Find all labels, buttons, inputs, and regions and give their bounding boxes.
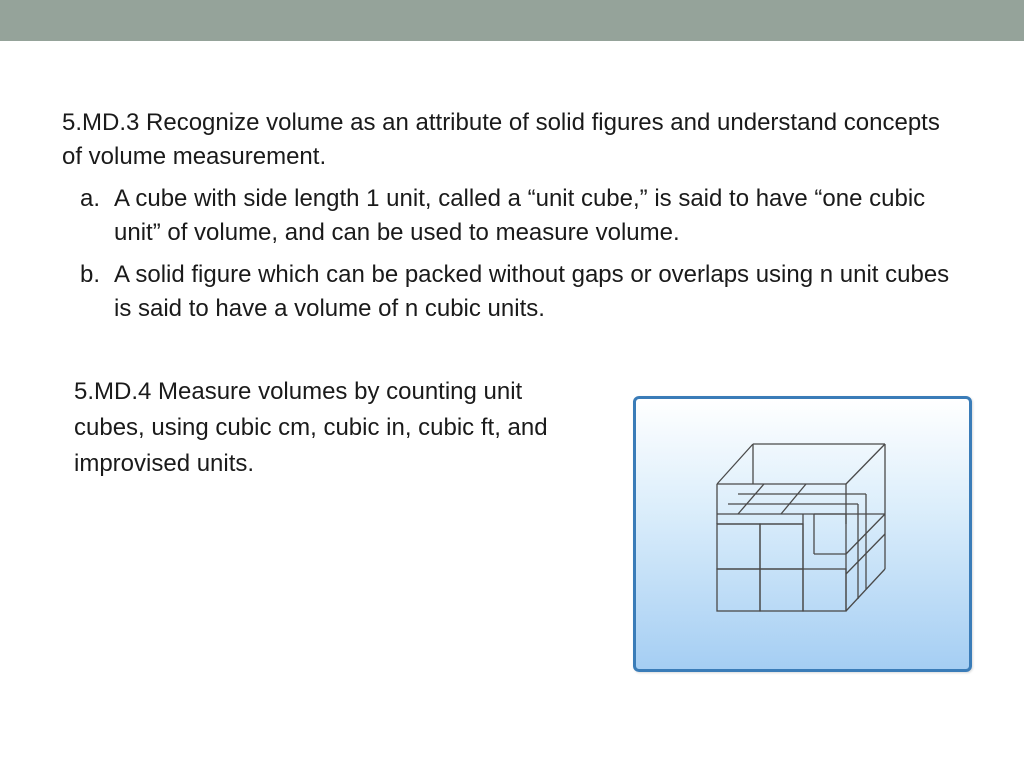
- list-marker: a.: [80, 185, 101, 212]
- standard-5md3-text: 5.MD.3 Recognize volume as an attribute of solid figures and understand concepts of volume measurement.: [62, 109, 940, 170]
- list-item: [80, 182, 960, 250]
- cube-figure-panel: [633, 396, 972, 672]
- standard-5md4-text: 5.MD.4 Measure volumes by counting unit cubes, using cubic cm, cubic in, cubic ft, and improvised units.: [74, 378, 548, 477]
- list-item-text: A cube with side length 1 unit, called a “unit cube,” is said to have “one cubic unit” of volume, and can be used to measure volume.: [114, 185, 926, 246]
- list-item-text: A solid figure which can be packed without gaps or overlaps using n unit cubes is said to have a volume of n cubic units.: [114, 261, 950, 322]
- header-bar: [0, 0, 1024, 41]
- standard-5md3-subitems: [80, 182, 960, 334]
- list-marker: b.: [80, 261, 101, 288]
- list-item: [80, 258, 960, 326]
- unit-cube-stack-icon: [636, 399, 969, 669]
